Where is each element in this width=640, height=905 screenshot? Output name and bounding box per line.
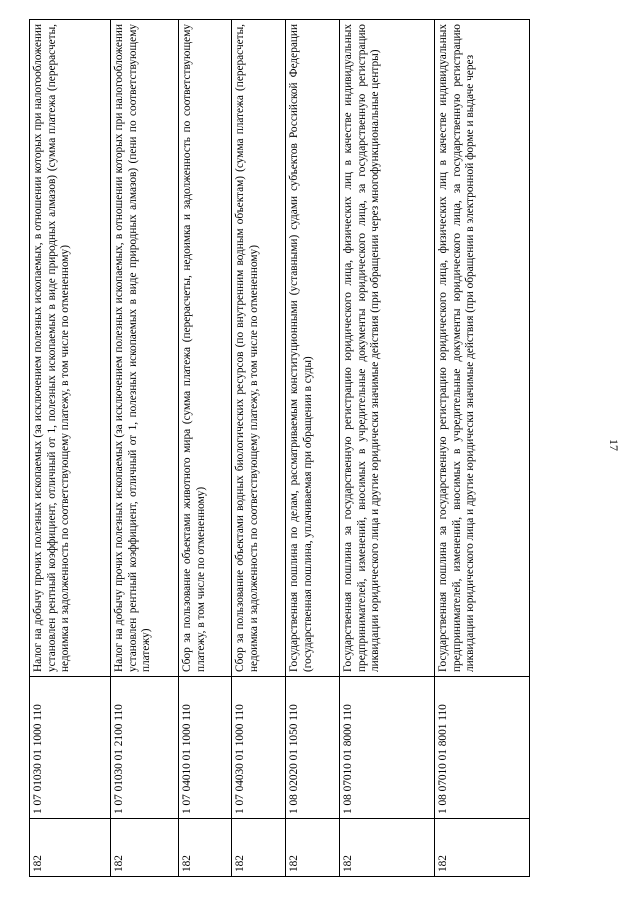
admin-code-cell: 182: [111, 819, 179, 877]
description-cell: Налог на добычу прочих полезных ископаемых (за исключением полезных ископаемых, в отношении которых при налогообложении установлен рентный коэффициент, отличный от 1, полезных ископаемых в виде природных алмазов) (пени по соответствующему платежу): [111, 20, 179, 677]
admin-code-cell: 182: [340, 819, 435, 877]
admin-code-cell: 182: [232, 819, 286, 877]
table-row: [286, 20, 340, 877]
description-cell: Сбор за пользование объектами животного мира (сумма платежа (перерасчеты, недоимка и задолженность по соответствующему платежу, в том числе по отмененному): [179, 20, 232, 677]
kbk-cell: 1 08 07010 01 8001 110: [435, 677, 530, 819]
admin-code-cell: 182: [286, 819, 340, 877]
description-cell: Государственная пошлина за государственную регистрацию юридического лица, физических лиц в качестве индивидуальных предпринимателей, изменений, вносимых в учредительные документы юридического лица, за государственную регистрацию ликвидации юридического лица и другие юридически значимые действия (при обращении через многофункциональные центры): [340, 20, 435, 677]
table-row: [30, 20, 111, 877]
table-row: [232, 20, 286, 877]
description-cell: Сбор за пользование объектами водных биологических ресурсов (по внутренним водным объектам) (сумма платежа (перерасчеты, недоимка и задолженность по соответствующему платежу, в том числе по отмененному): [232, 20, 286, 677]
kbk-cell: 1 07 01030 01 2100 110: [111, 677, 179, 819]
table-row: [435, 20, 530, 877]
kbk-cell: 1 07 04010 01 1000 110: [179, 677, 232, 819]
page-number: 17: [607, 439, 621, 451]
admin-code-cell: 182: [179, 819, 232, 877]
table-row: [111, 20, 179, 877]
kbk-cell: 1 07 01030 01 1000 110: [30, 677, 111, 819]
admin-code-cell: 182: [435, 819, 530, 877]
kbk-cell: 1 08 07010 01 8000 110: [340, 677, 435, 819]
table-row: [179, 20, 232, 877]
kbk-table: [29, 19, 530, 877]
kbk-cell: 1 08 02020 01 1050 110: [286, 677, 340, 819]
description-cell: Государственная пошлина за государственную регистрацию юридического лица, физических лиц в качестве индивидуальных предпринимателей, изменений, вносимых в учредительные документы юридического лица, за государственную регистрацию ликвидации юридического лица и другие юридически значимые действия (при обращении в электронной форме и выдаче через: [435, 20, 530, 677]
kbk-cell: 1 07 04030 01 1000 110: [232, 677, 286, 819]
description-cell: Государственная пошлина по делам, рассматриваемым конституционными (уставными) судами субъектов Российской Федерации (государственная пошлина, уплачиваемая при обращении в суды): [286, 20, 340, 677]
admin-code-cell: 182: [30, 819, 111, 877]
table-row: [340, 20, 435, 877]
description-cell: Налог на добычу прочих полезных ископаемых (за исключением полезных ископаемых, в отношении которых при налогообложении установлен рентный коэффициент, отличный от 1, полезных ископаемых в виде природных алмазов) (сумма платежа (перерасчеты, недоимка и задолженность по соответствующему платежу, в том числе по отмененному): [30, 20, 111, 677]
